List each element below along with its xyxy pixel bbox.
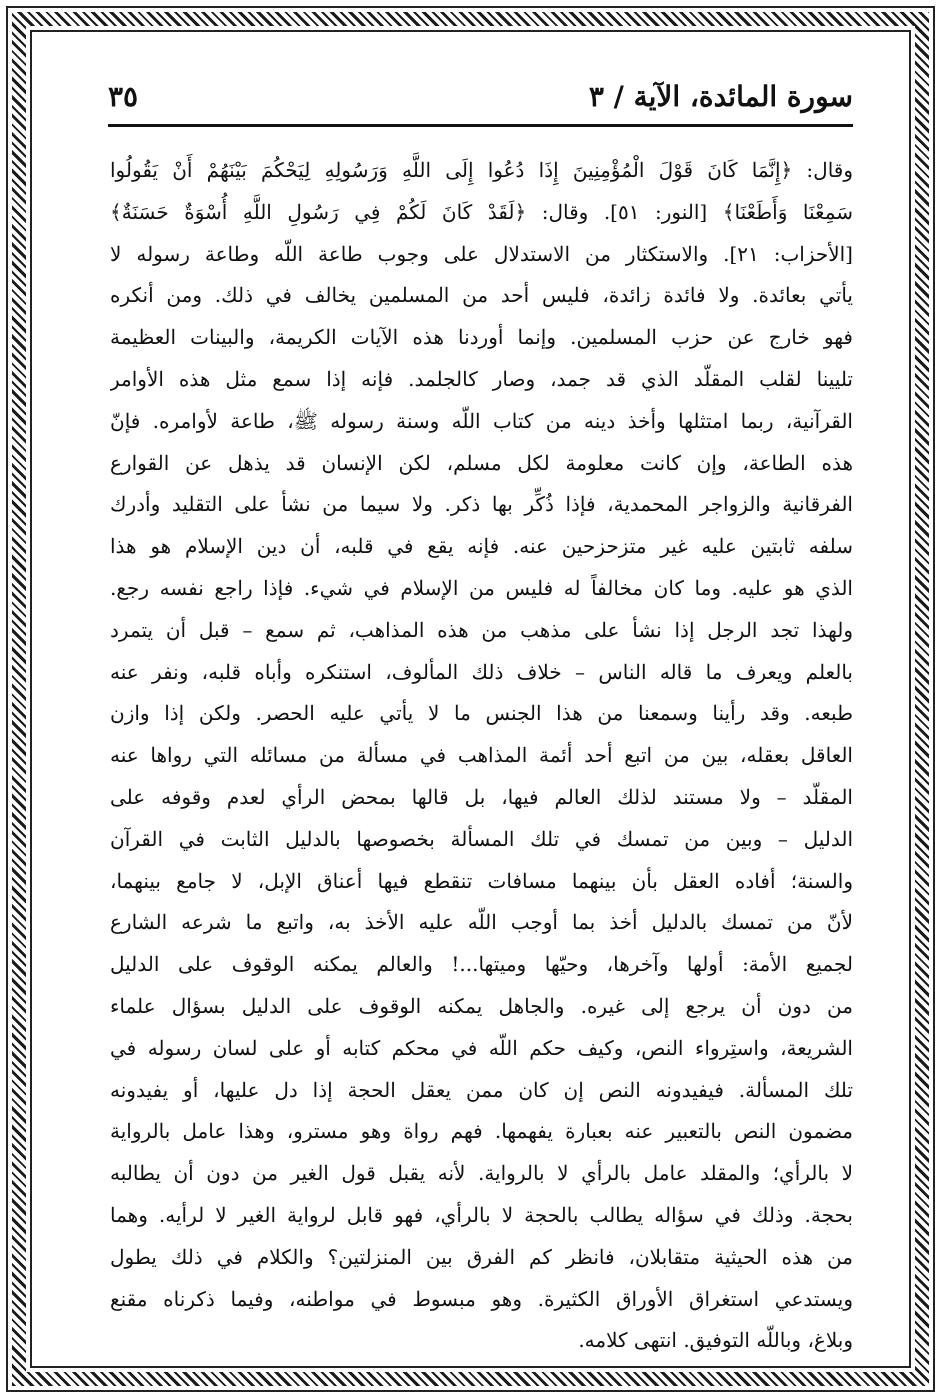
text-line: من دون أن يرجع إلى غيره. والجاهل يمكنه الوقوف على الدليل بسؤال علماء [110, 993, 853, 1018]
text-line: هذه الطاعة، وإن كانت معلومة لكل مسلم، لكن الإنسان قد يذهل عن القوارع [110, 450, 853, 475]
text-line: فهو خارج عن حزب المسلمين. وإنما أوردنا هذه الآيات الكريمة، والبينات العظيمة [110, 325, 853, 350]
text-line: ويستدعي استغراق الأوراق الكثيرة. وهو مبسوط في مواطنه، وفيما ذكرناه مقنع [110, 1286, 853, 1311]
text-line: الذي هو عليه. وما كان مخالفاً له فليس من الإسلام في شيء. فإذا راجع نفسه رجع. [110, 575, 853, 600]
text-line: بحجة. وذلك في سؤاله يطالب بالحجة لا بالرأي، فهو قابل لرواية الغير لا لرأيه. وهما [110, 1202, 853, 1227]
page-header [108, 78, 853, 122]
text-line: الدليل – وبين من تمسك في تلك المسألة بخصوصها بالدليل الثابت في القرآن [110, 826, 853, 851]
text-line: يأتي بعائدة. ولا فائدة زائدة، فليس أحد من المسلمين يخالف في ذلك. ومن أنكره [110, 283, 853, 308]
text-line: سَمِعْنَا وَأَطَعْنَا﴾ [النور: ٥١]. وقال: ﴿لَقَدْ كَانَ لَكُمْ فِي رَسُولِ اللَّهِ أُسْوَةٌ حَسَنَةٌ﴾ [110, 199, 853, 224]
text-line: الشريعة، واستِرواء النص، وكيف حكم اللّه في محكم كتابه أو على لسان رسوله في [110, 1035, 853, 1060]
text-line: بالعلم ويعرف ما قاله الناس – خلاف ذلك المألوف، استنكره وأباه قلبه، ونفر عنه [110, 659, 853, 684]
text-line: مضمون النص بالتعبير عنه بعبارة يفهمها. فهم رواة وهو مسترو، وهذا عامل بالرواية [110, 1119, 853, 1144]
text-line: لجميع الأمة: أولها وآخرها، وحيّها وميتها...! والعالم يمكنه الوقوف على الدليل [110, 952, 853, 977]
text-line: تلك المسألة. فيفيدونه النص إن كان ممن يعقل الحجة إذا دل عليها، أو يفيدونه [110, 1077, 853, 1102]
page-number: ٣٥ [108, 80, 139, 113]
text-line: والسنة؛ أفاده العقل بأن بينهما مسافات تنقطع فيها أعناق الإبل، لا جامع بينهما، [110, 868, 853, 893]
text-line: القرآنية، ربما امتثلها وأخذ دينه من كتاب اللّه وسنة رسوله ﷺ، طاعة لأوامره. فإنّ [110, 408, 853, 433]
text-line: سلفه ثابتين عليه غير متزحزحين عنه. فإنه يقع في قلبه، أن دين الإسلام هو هذا [110, 534, 853, 559]
text-line: طبعه. وقد رأينا وسمعنا من هذا الجنس ما لا يأتي عليه الحصر. ولكن إذا وازن [110, 701, 853, 726]
text-line: ولهذا تجد الرجل إذا نشأ على مذهب من هذه المذاهب، ثم سمع – قبل أن يتمرد [110, 617, 853, 642]
text-line: لأنّ من تمسك بالدليل أخذ بما أوجب اللّه عليه الأخذ به، واتبع ما شرعه الشارع [110, 910, 853, 935]
text-line: الفرقانية والزواجر المحمدية، فإذا ذُكِّر بها ذكر. ولا سيما من نشأ على التقليد وأدرك [110, 492, 853, 517]
text-line: تليينا لقلب المقلّد الذي قد جمد، وصار كالجلمد. فإنه إذا سمع مثل هذه الأوامر [110, 366, 853, 391]
text-line: لا بالرأي؛ والمقلد عامل بالرأي لا بالرواية. لأنه يقبل قول الغير من دون أن يطالبه [110, 1161, 853, 1186]
text-line: وقال: ﴿إِنَّمَا كَانَ قَوْلَ الْمُؤْمِنِينَ إِذَا دُعُوا إِلَى اللَّهِ وَرَسُولِهِ لِيَحْكُمَ بَيْنَهُمْ أَنْ يَقُولُوا [110, 158, 853, 182]
text-line: من هذه الحيثية متقابلان، فانظر كم الفرق بين المنزلتين؟ والكلام في ذلك يطول [110, 1244, 853, 1269]
text-line: العاقل بعقله، بين من اتبع أحد أئمة المذاهب في مسألة من مسائله التي رواها عنه [110, 743, 853, 768]
text-line: [الأحزاب: ٢١]. والاستكثار من الاستدلال على وجوب طاعة اللّه وطاعة رسوله لا [110, 241, 853, 266]
text-line: المقلّد – ولا مستند لذلك العالم فيها، بل قالها بمحض الرأي لعدم وقوفه على [110, 784, 853, 809]
body-text [110, 150, 853, 1362]
text-line-last: وبلاغ، وباللّه التوفيق. انتهى كلامه. [578, 1328, 853, 1353]
header-rule [108, 124, 853, 127]
running-title: سورة المائدة، الآية / ٣ [588, 80, 853, 113]
